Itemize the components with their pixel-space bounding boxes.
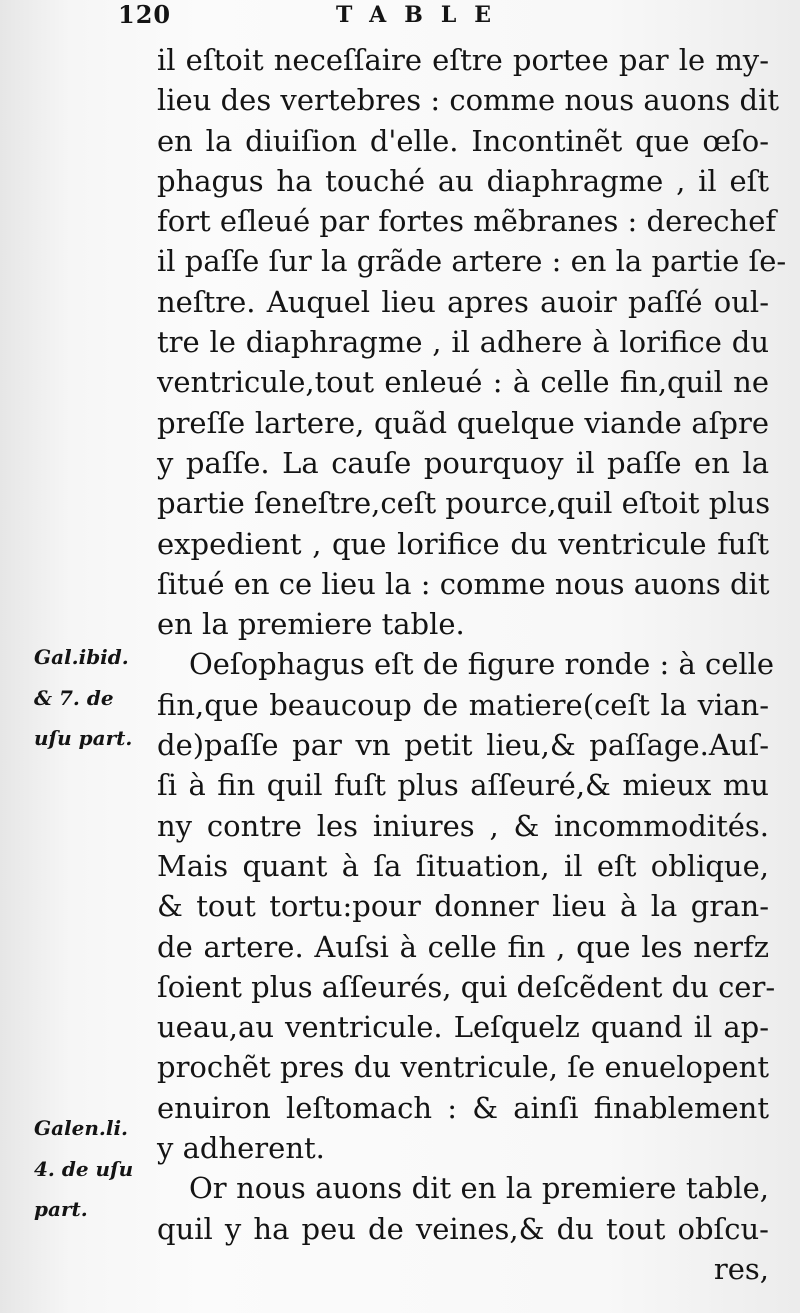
margin-note: uſu part. xyxy=(34,726,133,750)
page-number: 120 xyxy=(118,0,172,29)
page-header xyxy=(0,0,800,34)
text-line: Mais quant à ſa ſituation, il eſt oblique, xyxy=(157,848,769,883)
text-line: ſi à fin quil fuſt plus aſſeuré,& mieux mu xyxy=(157,768,769,803)
text-line: en la diuiſion d'elle. Incontinẽt que œſo- xyxy=(157,123,769,158)
text-line: Oeſophagus eſt de figure ronde : à celle xyxy=(189,647,775,682)
text-line: preſſe lartere, quãd quelque viande aſpre xyxy=(157,405,769,440)
text-line: y adherent. xyxy=(157,1131,325,1166)
text-line: res, xyxy=(713,1251,769,1286)
text-line: neſtre. Auquel lieu apres auoir paſſé oul- xyxy=(157,284,769,319)
margin-note: & 7. de xyxy=(34,686,114,710)
text-line: ſitué en ce lieu la : comme nous auons dit xyxy=(157,566,770,601)
text-line: y paſſe. La cauſe pourquoy il paſſe en la xyxy=(157,445,769,480)
text-line: & tout tortu:pour donner lieu à la gran- xyxy=(157,889,769,924)
text-line: ſoient plus aſſeurés, qui deſcẽdent du cer- xyxy=(157,969,776,1004)
text-line: quil y ha peu de veines,& du tout obſcu- xyxy=(157,1211,769,1246)
margin-note: Gal.ibid. xyxy=(34,645,129,669)
text-line: il eſtoit neceſſaire eſtre portee par le my- xyxy=(157,43,769,77)
text-line: expedient , que lorifice du ventricule fuſt xyxy=(157,526,769,561)
text-line: lieu des vertebres : comme nous auons dit xyxy=(157,83,780,118)
text-line: ventricule,tout enleué : à celle fin,quil ne xyxy=(157,365,769,400)
margin-note: 4. de uſu xyxy=(34,1157,134,1181)
text-line: de artere. Auſsi à celle fin , que les nerfz xyxy=(157,929,769,964)
text-line: prochẽt pres du ventricule, ſe enuelopent xyxy=(157,1050,769,1085)
running-title: TABLE xyxy=(336,2,510,28)
text-line: enuiron leſtomach : & ainſi finablement xyxy=(157,1090,769,1125)
text-line: il paſſe ſur la grãde artere : en la partie ſe- xyxy=(157,244,787,279)
text-line: ny contre les iniures , & incommodités. xyxy=(157,808,769,843)
text-line: de)paſſe par vn petit lieu,& paſſage.Auſ- xyxy=(157,728,769,763)
text-line: partie ſeneſtre,ceſt pource,quil eſtoit plus xyxy=(157,486,771,521)
margin-note: Galen.li. xyxy=(34,1116,129,1140)
text-line: fin,que beaucoup de matiere(ceſt la vian- xyxy=(157,687,769,722)
text-line: en la premiere table. xyxy=(157,607,465,642)
text-line: tre le diaphragme , il adhere à lorifice du xyxy=(157,325,769,360)
text-line: ueau,au ventricule. Leſquelz quand il ap- xyxy=(157,1010,769,1045)
margin-note: part. xyxy=(34,1197,88,1221)
text-line: phagus ha touché au diaphragme , il eſt xyxy=(157,163,769,198)
text-line: Or nous auons dit en la premiere table, xyxy=(189,1171,769,1206)
main-text xyxy=(157,40,787,1289)
text-line: fort eſleué par fortes mẽbranes : derechef xyxy=(157,204,777,239)
